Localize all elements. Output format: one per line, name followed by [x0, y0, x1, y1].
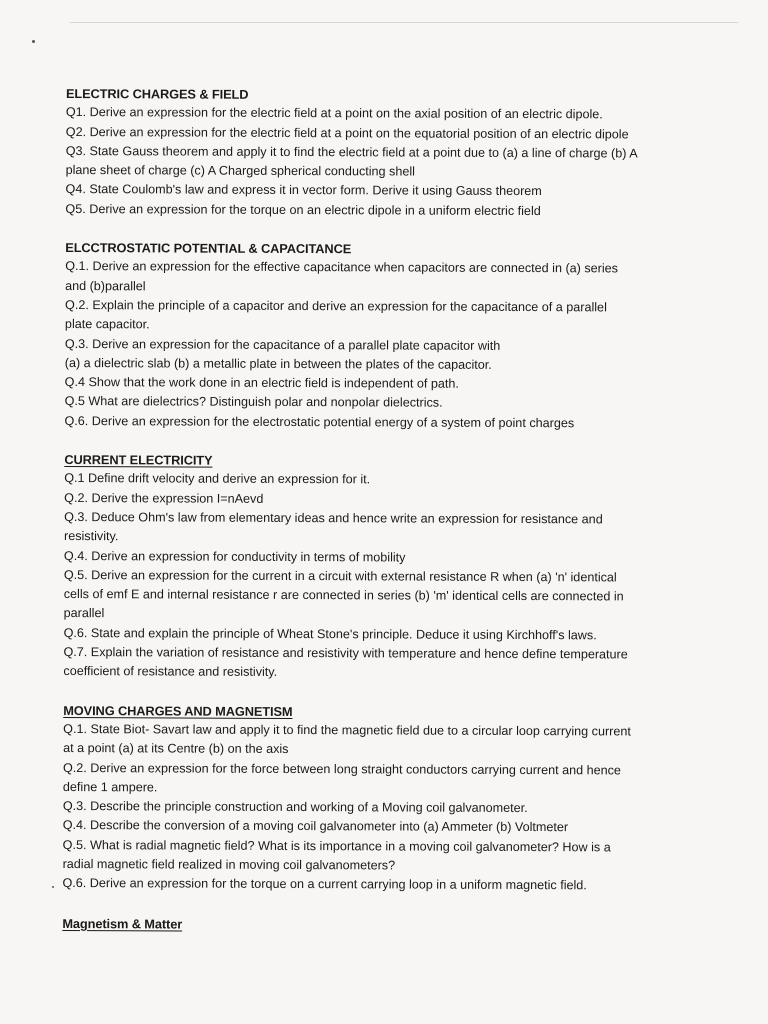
question-line: Q.3. Derive an expression for the capacitance of a parallel plate capacitor with [64, 336, 501, 353]
question-line: Q.6. Derive an expression for the electrostatic potential energy of a system of point charges [64, 413, 575, 430]
question-line: at a point (a) at its Centre (b) on the axis [63, 741, 289, 757]
question-line: Q.2. Derive an expression for the force between long straight conductors carrying current and hence [62, 760, 621, 777]
question-line: Q4. State Coulomb's law and express it in vector form. Derive it using Gauss theorem [65, 182, 542, 199]
question-line: radial magnetic field realized in moving coil galvanometers? [62, 856, 396, 873]
question-line: Q.2. Derive the expression I=nAevd [64, 490, 264, 506]
question-line: cells of emf E and internal resistance r are connected in series (b) 'm' identical cells are connected in [63, 587, 624, 604]
question-line: Q5. Derive an expression for the torque on an electric dipole in a uniform electric field [65, 201, 541, 218]
scan-speck [52, 886, 54, 888]
question-line: Q.1. State Biot- Savart law and apply it to find the magnetic field due to a circular loop carrying current [63, 721, 631, 739]
question-line: Q.7. Explain the variation of resistance and resistivity with temperature and hence define temperature [63, 645, 628, 662]
section-current-electricity [63, 450, 724, 684]
question-line: Q.1. Derive an expression for the effective capacitance when capacitors are connected in (a) series [65, 259, 619, 276]
question-line: Q.2. Explain the principle of a capacitor and derive an expression for the capacitance of a parallel [65, 297, 607, 315]
section-magnetism-matter [62, 914, 722, 936]
section-title: Magnetism & Matter [62, 915, 183, 932]
question-line: coefficient of resistance and resistivity. [63, 664, 278, 680]
question-line: resistivity. [63, 529, 119, 544]
question-line: Q3. State Gauss theorem and apply it to find the electric field at a point due to (a) a line of charge (b) A [65, 143, 638, 161]
question-line: plane sheet of charge (c) A Charged spherical conducting shell [65, 163, 415, 179]
question-line: Q.4 Show that the work done in an electric field is independent of path. [64, 375, 459, 391]
section-title: ELECTRIC CHARGES & FIELD [65, 85, 249, 102]
question-line: plate capacitor. [64, 317, 150, 332]
page-edge-line [70, 22, 738, 23]
section-title: ELCCTROSTATIC POTENTIAL & CAPACITANCE [65, 240, 352, 257]
question-line: and (b)parallel [65, 278, 146, 294]
section-title: CURRENT ELECTRICITY [64, 452, 213, 468]
section-title: MOVING CHARGES AND MAGNETISM [63, 702, 293, 719]
question-line: Q.3. Describe the principle construction and working of a Moving coil galvanometer. [62, 799, 528, 816]
question-line: Q.5 What are dielectrics? Distinguish polar and nonpolar dielectrics. [64, 394, 443, 411]
question-line: Q1. Derive an expression for the electric field at a point on the axial position of an electric dipole. [65, 105, 603, 122]
question-line: (a) a dielectric slab (b) a metallic plate in between the plates of the capacitor. [64, 355, 492, 372]
section-moving-charges [62, 701, 723, 897]
question-line: Q.6. State and explain the principle of Wheat Stone's principle. Deduce it using Kirchhoff's laws. [63, 625, 597, 643]
question-line: Q2. Derive an expression for the electric field at a point on the equatorial position of an electric dipole [65, 124, 629, 142]
question-line: Q.4. Describe the conversion of a moving coil galvanometer into (a) Ammeter (b) Voltmeter [62, 818, 569, 835]
question-line: Q.1 Define drift velocity and derive an expression for it. [64, 471, 371, 487]
question-line: Q.5. Derive an expression for the current in a circuit with external resistance R when (a) 'n' identical [63, 567, 617, 585]
scan-speck [32, 40, 35, 43]
question-line: Q.5. What is radial magnetic field? What is its importance in a moving coil galvanometer? How is a [62, 837, 611, 855]
question-line: Q.4. Derive an expression for conductivity in terms of mobility [63, 548, 406, 565]
question-line: define 1 ampere. [62, 779, 158, 795]
question-list [62, 84, 726, 955]
question-line: parallel [63, 606, 105, 621]
question-line: Q.3. Deduce Ohm's law from elementary ideas and hence write an expression for resistance and [64, 509, 603, 527]
section-electric-charges [65, 84, 726, 222]
question-line: Q.6. Derive an expression for the torque on a current carrying loop in a uniform magnetic field. [62, 876, 587, 893]
section-electrostatic-potential [64, 238, 725, 434]
